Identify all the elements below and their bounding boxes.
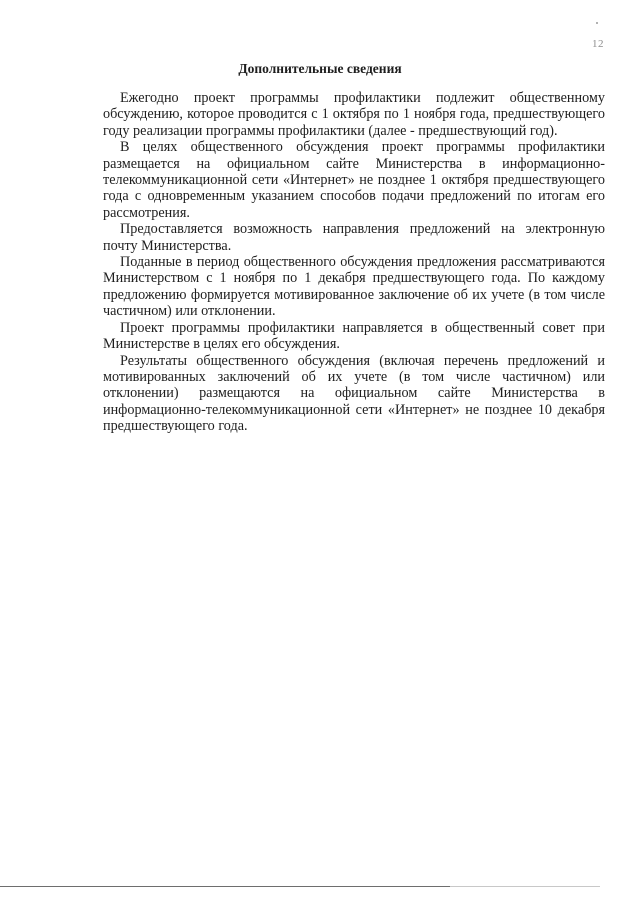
paragraph-publication: В целях общественного обсуждения проект программы профилактики размещается на официальном сайте Министерства в информационно-телекоммуникационной сети «Интернет» не позднее 1 октября предшествующего года с одновременным указанием способов подачи предложений по итогам его рассмотрения. — [103, 139, 605, 221]
paragraph-review-of-proposals: Поданные в период общественного обсуждения предложения рассматриваются Министерством с 1 ноября по 1 декабря предшествующего года. По каждому предложению формируется мотивированное заключение об их учете (в том числе частичном) или отклонении. — [103, 254, 605, 320]
scan-edge-line-faint — [450, 886, 600, 887]
scan-edge-line — [0, 886, 450, 887]
paragraph-public-council: Проект программы профилактики направляется в общественный совет при Министерстве в целях его обсуждения. — [103, 319, 605, 353]
scan-speck — [596, 22, 598, 24]
page-number: 12 — [592, 38, 604, 50]
paragraph-results-publication: Результаты общественного обсуждения (включая перечень предложений и мотивированных заключений об их учете (в том числе частичном) или отклонении) размещаются на официальном сайте Министерства в информационно-телекоммуникационной сети «Интернет» не позднее 10 декабря предшествующего года. — [103, 352, 605, 435]
paragraph-annual-discussion: Ежегодно проект программы профилактики подлежит общественному обсуждению, которое проводится с 1 октября по 1 ноября года, предшествующего году реализации программы профилактики (далее - предшествующий год). — [103, 90, 605, 139]
section-heading: Дополнительные сведения — [238, 61, 402, 76]
document-body — [103, 90, 605, 435]
paragraph-email-submission: Предоставляется возможность направления предложений на электронную почту Министерства. — [103, 221, 605, 254]
